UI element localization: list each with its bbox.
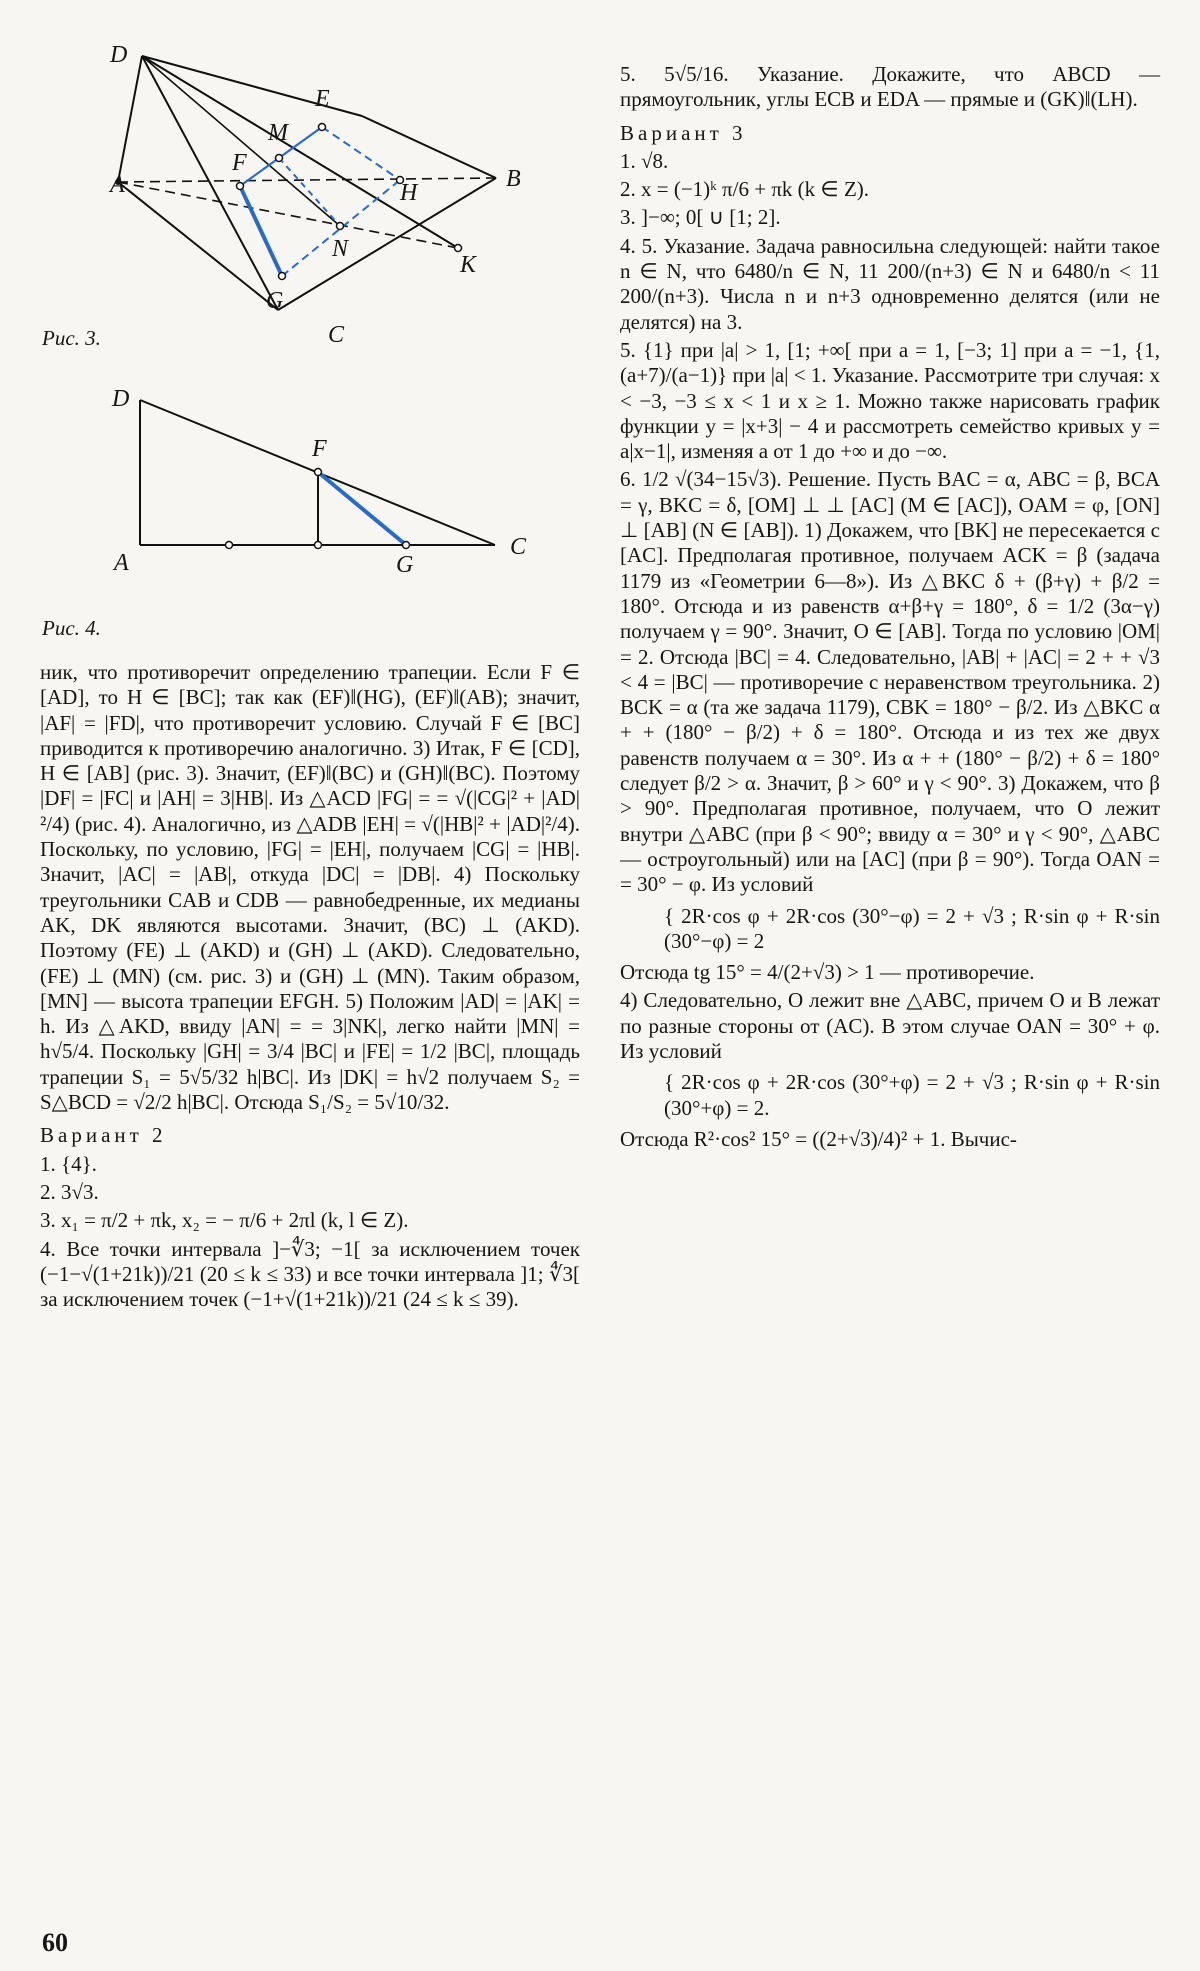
v2-answer-3: 3. x₁ = π/2 + πk, x₂ = − π/6 + 2πl (k, l ∈ Z).	[40, 1208, 409, 1233]
v3-answer-2: 2. x = (−1)ᵏ π/6 + πk (k ∈ Z).	[620, 177, 870, 202]
v3-answer-4: 4. 5. Указание. Задача равносильна следующей: найти такое n ∈ N, что 6480/n ∈ N, 11 200/(n+3) ∈ N и 6480/n < 11 200/(n+3). Числа n и n+3 одновременно делятся (или не делятся) на 3.	[620, 233, 1160, 334]
final-line: Отсюда R²·cos² 15° = ((2+√3)/4)² + 1. Вычис-	[620, 1126, 1017, 1151]
v2-answer-4: 4. Все точки интервала ]−∜3; −1[ за исключением точек (−1−√(1+21k))/21 (20 ≤ k ≤ 33) и все точки интервала ]1; ∜3[ за исключением точек (−1+√(1+21k))/21 (24 ≤ k ≤ 39).	[40, 1236, 580, 1312]
fig3-label-f: F	[232, 150, 247, 176]
fig4-label-c: C	[510, 534, 527, 560]
v3-answer-5: 5. {1} при |a| > 1, [1; +∞[ при a = 1, [−3; 1] при a = −1, {1, (a+7)/(a−1)} при |a| < 1. Указание. Рассмотрите три случая: x < −3, −3 ≤ x < 1 и x ≥ 1. Можно также нарисовать график функции y = |x+3| − 4 и рассмотреть семейство кривых y = a|x−1|, изменяя a от 1 до +∞ и до −∞.	[620, 337, 1160, 464]
figure-4	[40, 380, 580, 580]
v3-answer-3: 3. ]−∞; 0[ ∪ [1; 2].	[620, 205, 781, 230]
page-number: 60	[42, 1928, 68, 1957]
fig4-label-d: D	[112, 386, 130, 412]
fig3-label-a: A	[110, 172, 125, 198]
variant-3-heading: Вариант 3	[620, 120, 747, 145]
fig3-label-d: D	[110, 42, 128, 68]
fig3-label-g: G	[266, 288, 284, 314]
v3-answer-6: 6. 1/2 √(34−15√3). Решение. Пусть BAC = α, ABC = β, BCA = γ, BKC = δ, [OM] ⊥ ⊥ [AC] (M ∈ [AC]), OAM = φ, [ON] ⊥ [AB] (N ∈ [AB]). 1) Докажем, что [BK] не пересекается с [AC]. Предполагая противное, получаем ACK = β (задача 1179 из «Геометрии 6—8»). Из △BKC δ + (β+γ) + β/2 = 180°. Отсюда и из равенств α+β+γ = 180°, δ = 1/2 (3α−γ) получаем γ = 90°. Значит, O ∈ [AB]. Тогда по условию |OM| = 2. Отсюда |BC| = 4. Следовательно, |AB| + |AC| = 2 + + √3 < 4 = |BC| — противоречие с неравенством треугольника. 2) BCK = α (та же задача 1179), CBK = 180° − β/2. Из △BKC α + + (180° − β/2) + δ = 180°. Отсюда и из тех же двух равенств получаем α = 30°. Из α + + (180° − β/2) + δ = 180° следует β/2 > α. Значит, β > 60° и γ < 90°. 3) Докажем, что β > 90°. Предполагая противное, получаем, что O лежит внутри △ABC (при β < 90°; ввиду α = 30° и γ < 90°, △ABC — остроугольный) или на [AC] (при β = 90°). Тогда OAN = = 30° − φ. Из условий	[620, 467, 1160, 897]
v2-answer-5: 5. 5√5/16. Указание. Докажите, что ABCD — прямоугольник, углы ECB и EDA — прямые и (GK)‖(LH).	[620, 62, 1160, 112]
system-1: { 2R·cos φ + 2R·cos (30°−φ) = 2 + √3 ; R·sin φ + R·sin (30°−φ) = 2	[664, 903, 1160, 953]
fig4-label-f: F	[312, 436, 327, 462]
left-text	[40, 660, 580, 1315]
fig4-label-g: G	[396, 552, 414, 578]
fig4-label-a: A	[114, 550, 129, 576]
step-4-paragraph: 4) Следовательно, O лежит вне △ABC, причем O и B лежат по разные стороны от (AC). В этом случае OAN = 30° + φ. Из условий	[620, 988, 1160, 1063]
v3-answer-1: 1. √8.	[620, 148, 669, 173]
variant-2-heading: Вариант 2	[40, 1123, 167, 1148]
system-2: { 2R·cos φ + 2R·cos (30°+φ) = 2 + √3 ; R·sin φ + R·sin (30°+φ) = 2.	[664, 1070, 1160, 1120]
left-paragraph-1: ник, что противоречит определению трапеции. Если F ∈ [AD], то H ∈ [BC]; так как (EF)‖(HG), (EF)‖(AB); значит, |AF| = |FD|, что противоречит условию. Случай F ∈ [BC] приводится к противоречию аналогично. 3) Итак, F ∈ [CD], H ∈ [AB] (рис. 3). Значит, (EF)‖(BC) и (GH)‖(BC). Поэтому |DF| = |FC| и |AH| = 3|HB|. Из △ACD |FG| = = √(|CG|² + |AD|²/4) (рис. 4). Аналогично, из △ADB |EH| = √(|HB|² + |AD|²/4). Поскольку, по условию, |FG| = |EH|, получаем |CG| = |HB|. Значит, |AC| = |AB|, откуда |DC| = |DB|. 4) Поскольку треугольники CAB и CDB — равнобедренные, их медианы AK, DK являются высотами. Значит, (BC) ⊥ (AKD). Поэтому (FE) ⊥ (AKD) и (GH) ⊥ (AKD). Следовательно, (FE) ⊥ (MN) (см. рис. 3) и (GH) ⊥ (MN). Таким образом, [MN] — высота трапеции EFGH. 5) Положим |AD| = |AK| = h. Из △AKD, ввиду |AN| = = 3|NK|, легко найти |MN| = h√5/4. Поскольку |GH| = 3/4 |BC| и |FE| = 1/2 |BC|, площадь трапеции S₁ = 5√5/32 h|BC|. Из |DK| = h√2 получаем S₂ = S△BCD = √2/2 h|BC|. Отсюда S₁/S₂ = 5√10/32.	[40, 660, 580, 1115]
v2-answer-2: 2. 3√3.	[40, 1179, 99, 1204]
fig3-label-e: E	[315, 86, 330, 112]
fig3-label-k: K	[460, 252, 477, 278]
figure-4-caption: Рис. 4.	[42, 616, 101, 640]
figure-3-caption: Рис. 3.	[42, 326, 101, 350]
right-text	[620, 62, 1160, 1155]
fig3-label-m: M	[268, 120, 288, 146]
figure-4-drawing	[40, 380, 580, 580]
fig3-label-b: B	[506, 166, 521, 192]
fig3-label-n: N	[332, 236, 349, 262]
v2-answer-1: 1. {4}.	[40, 1151, 97, 1176]
fig3-label-h: H	[400, 180, 418, 206]
contradiction-line: Отсюда tg 15° = 4/(2+√3) > 1 — противоречие.	[620, 960, 1035, 985]
fig3-label-c: C	[328, 322, 345, 348]
